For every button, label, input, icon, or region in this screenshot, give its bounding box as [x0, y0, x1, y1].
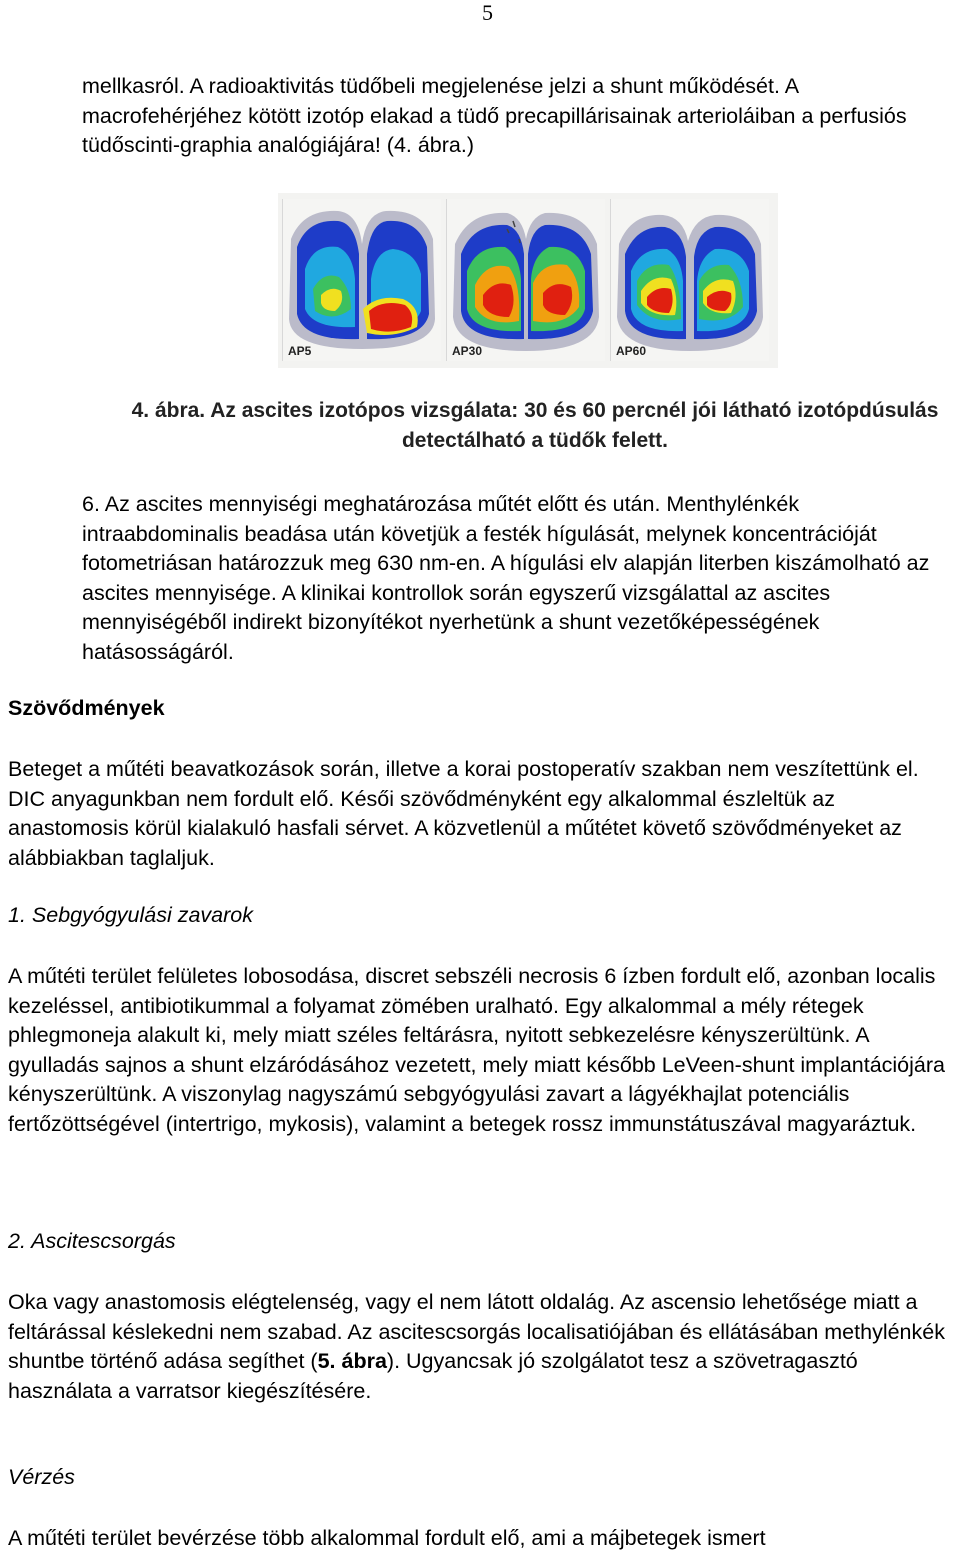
sub2-text-b: ). Ugyancsak jó szolgálatot tesz a szövetragasztó használata a varratsor kiegészítésére.: [8, 1349, 858, 1403]
figure-caption: 4. ábra. Az ascites izotópos vizsgálata: 30 és 60 percnél jói látható izotópdúsulás detectálható a tüdők felett.: [131, 399, 939, 452]
scan-image-ap60: [611, 199, 769, 361]
scan-label-ap30: AP30: [452, 344, 483, 358]
list-item-6: [82, 490, 952, 667]
sub1-paragraph: A műtéti terület felületes lobosodása, discret sebszéli necrosis 6 ízben fordult elő, azonban localis kezeléssel, antibiotikummal a folyamat zömében uralható. Egy alkalommal a mély rétegek phlegmoneja alakult ki, mely miatt széles feltárásra, nyitott sebkezelésre kényszerültünk. A gyulladás sajnos a shunt elzáródásához vezetett, mely miatt később LeVeen-shunt implantációjára kényszerültünk. A viszonylag nagyszámú sebgyógyulási zavart a lágyékhajlat potenciális fertőzöttségével (intertrigo, mykosis), valamint a betegek rossz immunstátuszával magyaráztuk.: [8, 964, 945, 1136]
scan-image-ap5: [283, 199, 441, 361]
scan-label-ap5: AP5: [288, 344, 312, 358]
scan-label-ap60: AP60: [616, 344, 647, 358]
scan-panel-ap60: [610, 199, 769, 361]
scan-panel-ap30: [446, 199, 605, 361]
scintigraphy-figure: [278, 193, 778, 368]
list-item-6-number: 6.: [82, 492, 100, 516]
subheading-verzes: Vérzés: [8, 1465, 75, 1489]
figure-5-reference: 5. ábra: [317, 1349, 387, 1373]
list-item-6-paragraph: [82, 490, 952, 667]
scan-image-ap30: [447, 199, 605, 361]
subheading-sebgyogyulasi-zavarok: 1. Sebgyógyulási zavarok: [8, 903, 254, 927]
intro-paragraph: mellkasról. A radioaktivitás tüdőbeli megjelenése jelzi a shunt működését. A macrofehérjéhez kötött izotóp elakad a tüdő precapillárisainak arterioláiban a perfusiós tüdőscinti-graphia analógiájára! (4. ábra.): [82, 74, 907, 157]
page-number: 5: [482, 0, 493, 25]
subheading-ascitescsorgas: 2. Ascitescsorgás: [8, 1229, 176, 1253]
scan-panel-ap5: [282, 199, 441, 361]
section-paragraph: Beteget a műtéti beavatkozások során, illetve a korai postoperatív szakban nem veszítettünk el. DIC anyagunkban nem fordult elő. Késői szövődményként egy alkalommal észleltük az anastomosis körül kialakuló hasfali sérvet. A közvetlenül a műtétet követő szövődményeket az alábbiakban taglaljuk.: [8, 757, 919, 870]
section-heading-szovodmenyek: Szövődmények: [8, 696, 165, 720]
sub2-text-a: Oka vagy anastomosis elégtelenség, vagy el nem látott oldalág. Az ascensio lehetősége miatt a feltárással késlekedni nem szabad. Az ascitescsorgás localisatiójában és ellátásában methylénkék shuntbe történő adása segíthet (: [8, 1290, 945, 1373]
sub3-paragraph: A műtéti terület bevérzése több alkalommal fordult elő, ami a májbetegek ismert: [8, 1526, 766, 1550]
list-item-6-text: Az ascites mennyiségi meghatározása műtét előtt és után. Menthylénkék intraabdominalis beadása után követjük a festék hígulását, melynek koncentrációját fotometriásan határozzuk meg 630 nm-en. A hígulási elv alapján literben kiszámolható az ascites mennyisége. A klinikai kontrollok során egyszerű vizsgálattal az ascites mennyiségéből indirekt bizonyítékot nyerhetünk a shunt vezetőképességének hatásosságáról.: [82, 492, 930, 664]
sub2-paragraph: [8, 1288, 948, 1406]
